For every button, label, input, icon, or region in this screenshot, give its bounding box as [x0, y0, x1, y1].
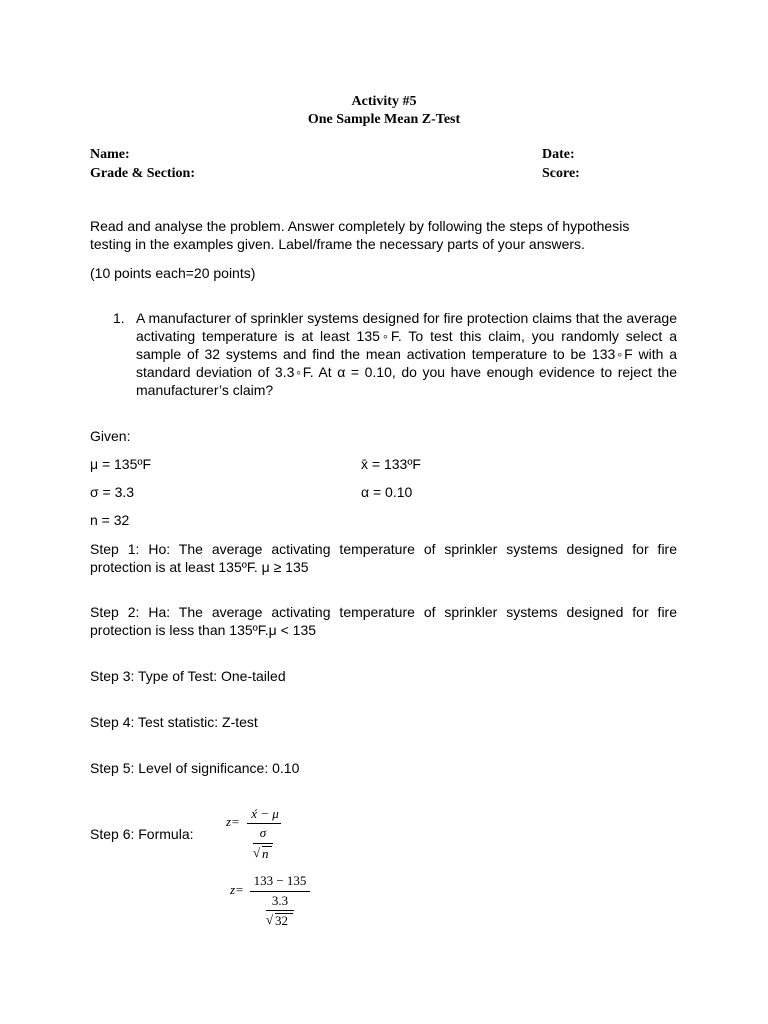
given-label: Given: [90, 428, 131, 444]
formula-2-main-bar [250, 891, 310, 892]
activity-title: Activity #5 [351, 94, 417, 109]
formula-1-z: z= [226, 814, 240, 829]
formula-1-sqrt-icon: √ [253, 845, 261, 860]
step-1: Step 1: Ho: The average activating temperature of sprinkler systems designed for fire protection is at least 135ºF. μ ≥ 135 [90, 541, 677, 575]
step-5: Step 5: Level of significance: 0.10 [90, 760, 300, 776]
formula-1-sub-bar [253, 843, 273, 844]
step-3: Step 3: Type of Test: One-tailed [90, 668, 286, 684]
formula-1-main-bar [247, 823, 281, 824]
instructions-text-b: . Answer completely by following the steps of hypothesis [280, 218, 630, 234]
formula-1-n: n [262, 846, 269, 861]
formula-1-numerator: x́ − μ [251, 806, 279, 821]
given-mu: μ = 135ºF [90, 456, 152, 472]
formula-1-sigma: σ [259, 825, 267, 840]
given-sigma: σ = 3.3 [90, 484, 135, 500]
given-xbar: x̄ = 133ºF [361, 456, 421, 472]
step-2: Step 2: Ha: The average activating temperature of sprinkler systems designed for fire protection is less than 135ºF.μ < 135 [90, 604, 677, 638]
date-label: Date: [542, 147, 575, 162]
formula-2-sqrt-icon: √ [266, 912, 274, 927]
problem-number: 1. [113, 310, 125, 326]
given-alpha: α = 0.10 [361, 484, 413, 500]
problem-text: A manufacturer of sprinkler systems designed for fire protection claims that the average activating temperature is at least 135◦F. To test this claim, you randomly select a sample of 32 systems and find the mean activation temperature to be 133◦F with a standard deviation of 3.3◦F. At α = 0.10, do you have enough evidence to reject the manufacturer’s claim? [136, 310, 677, 398]
activity-subtitle: One Sample Mean Z-Test [307, 112, 461, 127]
score-label: Score: [542, 166, 580, 181]
instructions-line-2: testing in the examples given. Label/frame the necessary parts of your answers. [90, 236, 585, 252]
instructions-text-a: Read and analyse the problem [90, 218, 281, 234]
step-4: Step 4: Test statistic: Z-test [90, 714, 258, 730]
given-n: n = 32 [90, 512, 130, 528]
formula-2-z: z= [230, 882, 244, 897]
points-note: (10 points each=20 points) [90, 265, 256, 281]
step-6: Step 6: Formula: [90, 826, 194, 842]
name-label: Name: [90, 147, 130, 162]
formula-2-sigma: 3.3 [271, 893, 289, 908]
formula-2-numerator: 133 − 135 [253, 873, 307, 888]
instructions-line-1 [90, 217, 629, 235]
formula-2-n: 32 [275, 913, 288, 928]
formula-2-sub-bar [266, 910, 294, 911]
grade-section-label: Grade & Section: [90, 166, 195, 181]
